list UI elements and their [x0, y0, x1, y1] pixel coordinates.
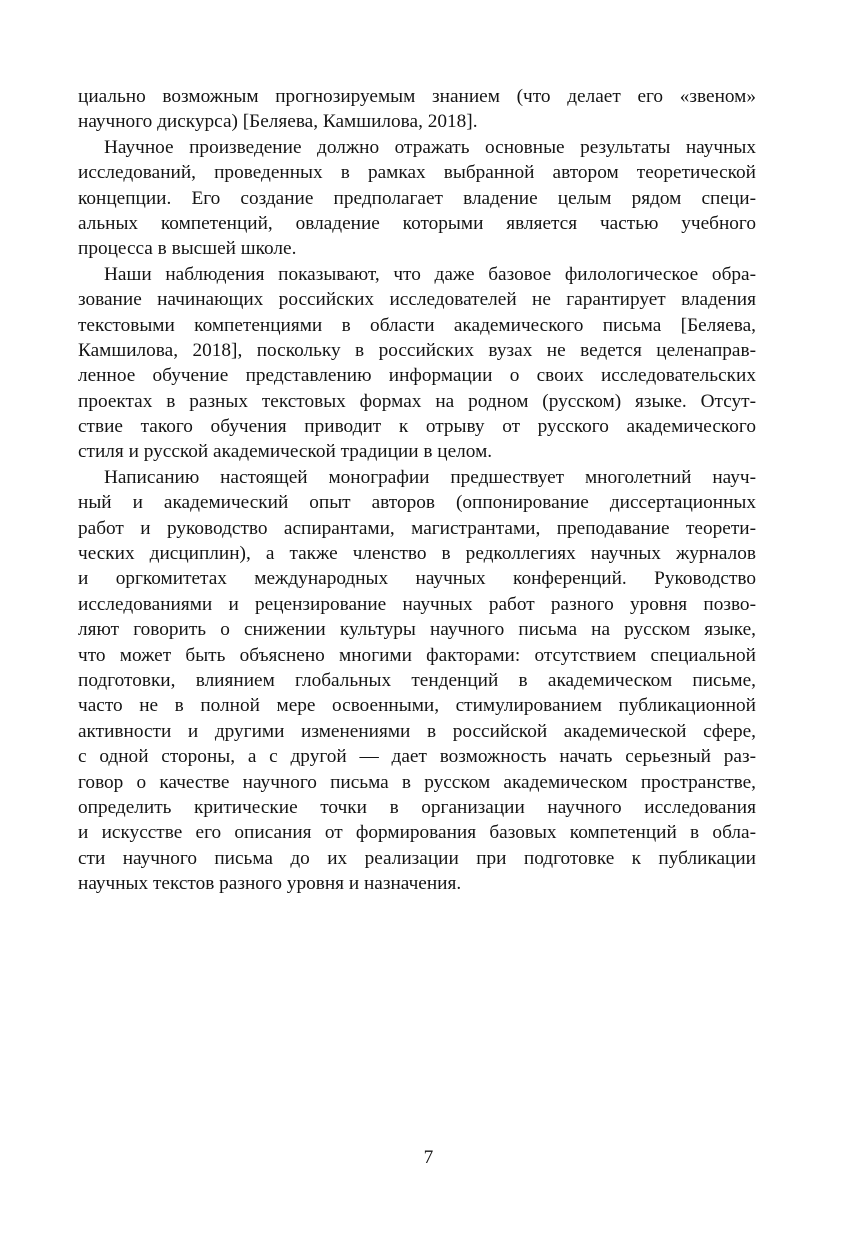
text-line: Наши наблюдения показывают, что даже базовое филологическое обра-: [104, 263, 756, 285]
text-line: процесса в высшей школе.: [78, 238, 297, 260]
text-line: ствие такого обучения приводит к отрыву от русского академического: [78, 416, 756, 438]
text-line: исследованиями и рецензирование научных работ разного уровня позво-: [78, 593, 756, 615]
text-line: научного дискурса) [Беляева, Камшилова, 2018].: [78, 111, 478, 133]
text-line: концепции. Его создание предполагает владение целым рядом специ-: [78, 187, 756, 209]
text-line: альных компетенций, овладение которыми является частью учебного: [78, 212, 756, 234]
text-line: ный и академический опыт авторов (оппонирование диссертационных: [78, 492, 756, 514]
text-line: ляют говорить о снижении культуры научного письма на русском языке,: [78, 619, 756, 641]
text-line: ленное обучение представлению информации о своих исследовательских: [78, 365, 756, 387]
text-line: текстовыми компетенциями в области академического письма [Беляева,: [78, 314, 756, 336]
text-line: зование начинающих российских исследователей не гарантирует владения: [78, 289, 756, 311]
text-line: говор о качестве научного письма в русском академическом пространстве,: [78, 771, 756, 793]
paragraph-4: [78, 465, 756, 897]
text-line: циально возможным прогнозируемым знанием (что делает его «звеном»: [78, 86, 756, 107]
text-line: стиля и русской академической традиции в целом.: [78, 441, 493, 463]
text-line: и оргкомитетах международных научных конференций. Руководство: [78, 568, 756, 590]
page-number: 7: [423, 1147, 434, 1168]
text-line: Научное произведение должно отражать основные результаты научных: [104, 136, 756, 158]
paragraph-2: [78, 135, 756, 262]
text-line: и искусстве его описания от формирования базовых компетенций в обла-: [78, 822, 756, 844]
text-line: определить критические точки в организации научного исследования: [78, 796, 756, 818]
text-line: активности и другими изменениями в российской академической сфере,: [78, 720, 756, 742]
text-line: работ и руководство аспирантами, магистрантами, преподавание теорети-: [78, 517, 756, 539]
text-line: Камшилова, 2018], поскольку в российских вузах не ведется целенаправ-: [78, 339, 756, 361]
text-line: что может быть объяснено многими факторами: отсутствием специальной: [78, 644, 756, 666]
text-line: исследований, проведенных в рамках выбранной автором теоретической: [78, 162, 756, 184]
paragraph-3: [78, 262, 756, 465]
page-body: [78, 84, 756, 897]
text-line: Написанию настоящей монографии предшествует многолетний науч-: [104, 466, 756, 488]
text-line: сти научного письма до их реализации при подготовке к публикации: [78, 847, 756, 869]
text-line: ческих дисциплин), а также членство в редколлегиях научных журналов: [78, 543, 756, 565]
text-line: проектах в разных текстовых формах на родном (русском) языке. Отсут-: [78, 390, 756, 412]
text-line: с одной стороны, а с другой — дает возможность начать серьезный раз-: [78, 746, 756, 768]
text-line: научных текстов разного уровня и назначения.: [78, 873, 462, 895]
text-line: подготовки, влиянием глобальных тенденций в академическом письме,: [78, 669, 756, 691]
paragraph-1: [78, 84, 756, 135]
text-line: часто не в полной мере освоенными, стимулированием публикационной: [78, 695, 756, 717]
